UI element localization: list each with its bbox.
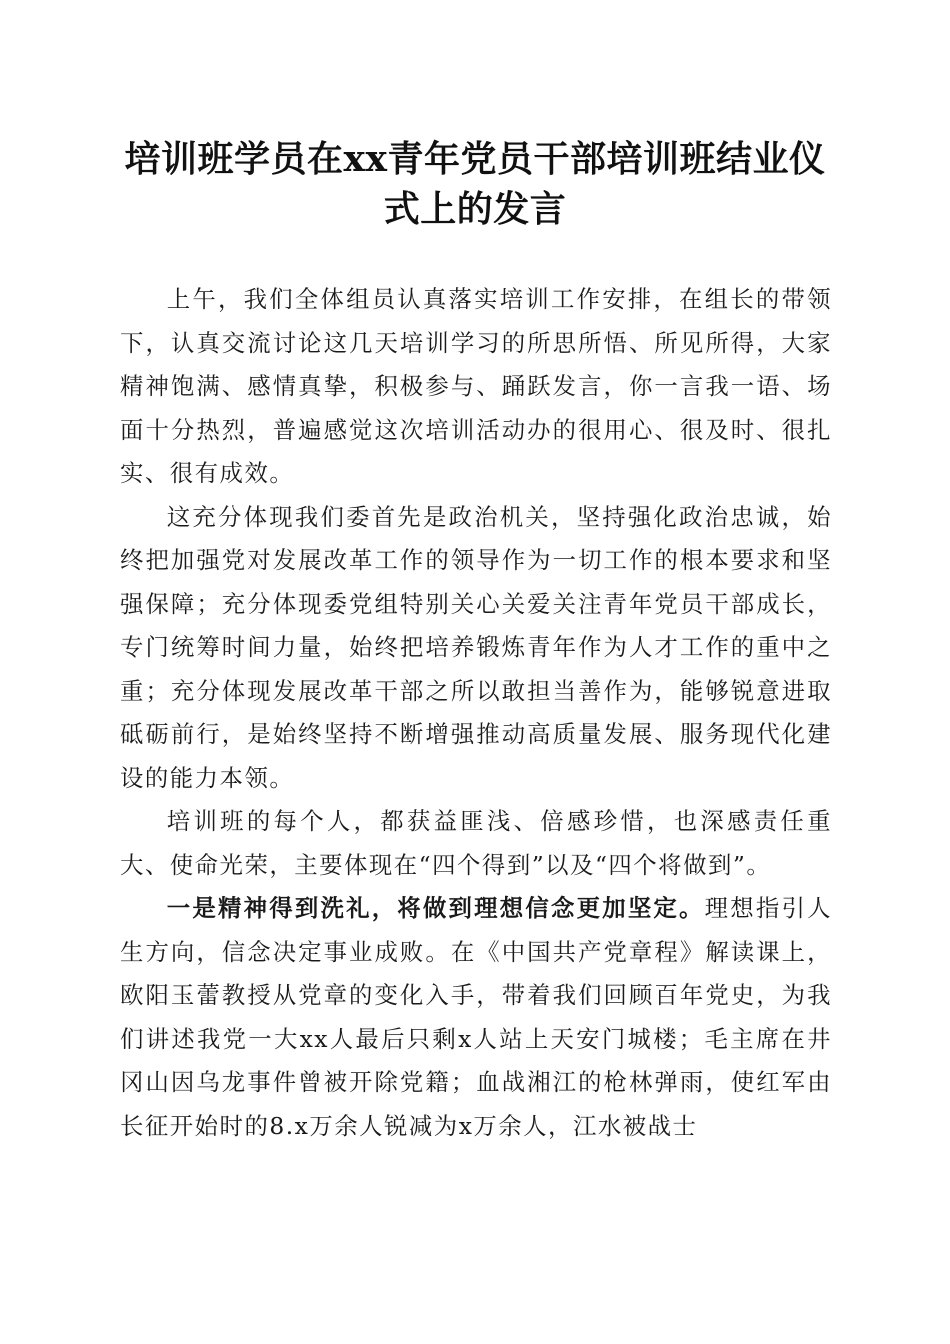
- paragraph-3: [120, 800, 832, 887]
- paragraph-2: [120, 496, 832, 801]
- paragraph-text: 理想指引人生方向，信念决定事业成败。在《中国共产党章程》解读课上，欧阳玉蕾教授从党章的变化入手，带着我们回顾百年党史，为我们讲述我党一大xx人最后只剩x人站上天安门城楼；毛主席在井冈山因乌龙事件曾被开除党籍；血战湘江的枪林弹雨，使红军由长征开始时的8.x万余人锐减为x万余人，江水被战士: [120, 894, 833, 1140]
- paragraph-lead-heading: 一是精神得到洗礼，将做到理想信念更加坚定。: [166, 894, 705, 922]
- paragraph-1: [120, 278, 832, 496]
- document-title: 培训班学员在xx青年党员干部培训班结业仪式上的发言: [124, 138, 826, 230]
- paragraph-4: [120, 887, 832, 1148]
- paragraph-text: 培训班的每个人，都获益匪浅、倍感珍惜，也深感责任重大、使命光荣，主要体现在“四个得到”以及“四个将做到”。: [120, 807, 832, 879]
- paragraph-text: 这充分体现我们委首先是政治机关，坚持强化政治忠诚，始终把加强党对发展改革工作的领导作为一切工作的根本要求和坚强保障；充分体现委党组特别关心关爱关注青年党员干部成长，专门统筹时间力量，始终把培养锻炼青年作为人才工作的重中之重；充分体现发展改革干部之所以敢担当善作为，能够锐意进取砥砺前行，是始终坚持不断增强推动高质量发展、服务现代化建设的能力本领。: [120, 502, 832, 792]
- document-body: [120, 278, 832, 1148]
- paragraph-text: 上午，我们全体组员认真落实培训工作安排，在组长的带领下，认真交流讨论这几天培训学习的所思所悟、所见所得，大家精神饱满、感情真挚，积极参与、踊跃发言，你一言我一语、场面十分热烈，普遍感觉这次培训活动办的很用心、很及时、很扎实、很有成效。: [120, 285, 832, 487]
